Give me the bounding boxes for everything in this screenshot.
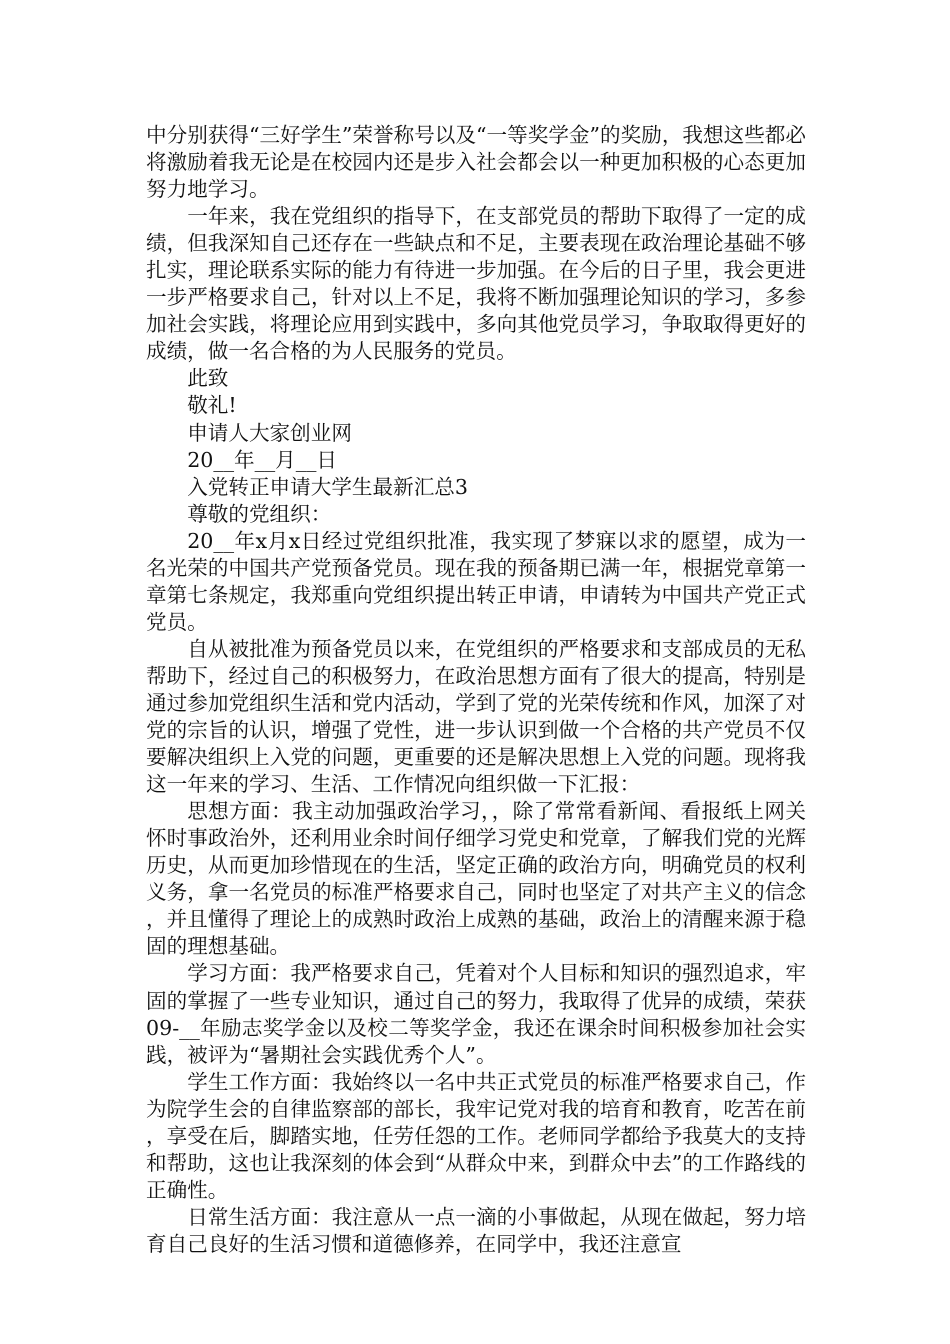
paragraph-approval: 20__年x月x日经过党组织批准，我实现了梦寐以求的愿望，成为一名光荣的中国共产党预备党员。现在我的预备期已满一年，根据党章第一章第七条规定，我郑重向党组织提出转正申请，申请转为中国共产党正式党员。 — [146, 528, 806, 634]
document-body — [146, 122, 806, 1258]
paragraph-summary: 一年来，我在党组织的指导下，在支部党员的帮助下取得了一定的成绩，但我深知自己还存在一些缺点和不足，主要表现在政治理论基础不够扎实，理论联系实际的能力有待进一步加强。在今后的日子里，我会更进一步严格要求自己，针对以上不足，我将不断加强理论知识的学习，多参加社会实践，将理论应用到实践中，多向其他党员学习，争取取得更好的成绩，做一名合格的为人民服务的党员。 — [146, 204, 806, 364]
section-heading: 入党转正申请大学生最新汇总3 — [187, 474, 469, 499]
paragraph-student-work: 学生工作方面：我始终以一名中共正式党员的标准严格要求自己，作为院学生会的自律监察部的部长，我牢记党对我的培育和教育，吃苦在前，享受在后，脚踏实地，任劳任怨的工作。老师同学都给予我莫大的支持和帮助，这也让我深刻的体会到“从群众中来，到群众中去”的工作路线的正确性。 — [146, 1069, 806, 1202]
paragraph-ideology: 思想方面：我主动加强政治学习，，除了常常看新闻、看报纸上网关怀时事政治外，还利用业余时间仔细学习党史和党章，了解我们党的光辉历史，从而更加珍惜现在的生活，坚定正确的政治方向，明确党员的权利义务，拿一名党员的标准严格要求自己，同时也坚定了对共产主义的信念，并且懂得了理论上的成熟时政治上成熟的基础，政治上的清醒来源于稳固的理想基础。 — [146, 799, 806, 959]
letter-greeting: 尊敬的党组织： — [187, 501, 332, 526]
paragraph-daily-life: 日常生活方面：我注意从一点一滴的小事做起，从现在做起，努力培育自己良好的生活习惯和道德修养，在同学中，我还注意宣 — [146, 1204, 806, 1256]
paragraph-continuation: 中分别获得“三好学生”荣誉称号以及“一等奖学金”的奖励，我想这些都必将激励着我无论是在校园内还是步入社会都会以一种更加积极的心态更加努力地学习。 — [146, 123, 806, 202]
paragraph-progress: 自从被批准为预备党员以来，在党组织的严格要求和支部成员的无私帮助下，经过自己的积极努力，在政治思想方面有了很大的提高，特别是通过参加党组织生活和党内活动，学到了党的光荣传统和作风，加深了对党的宗旨的认识，增强了党性，进一步认识到做一个合格的共产党员不仅要解决组织上入党的问题，更重要的还是解决思想上入党的问题。现将我这一年来的学习、生活、工作情况向组织做一下汇报： — [146, 636, 806, 797]
signature-date: 20__年__月__日 — [187, 447, 337, 472]
paragraph-study: 学习方面：我严格要求自己，凭着对个人目标和知识的强烈追求，牢固的掌握了一些专业知识，通过自己的努力，我取得了优异的成绩，荣获09-__年励志奖学金以及校二等奖学金，我还在课余时间积极参加社会实践，被评为“暑期社会实践优秀个人”。 — [146, 961, 806, 1067]
closing-respect: 敬礼! — [187, 393, 237, 418]
closing-salutation: 此致 — [187, 366, 229, 391]
applicant-signature: 申请人大家创业网 — [187, 420, 352, 445]
